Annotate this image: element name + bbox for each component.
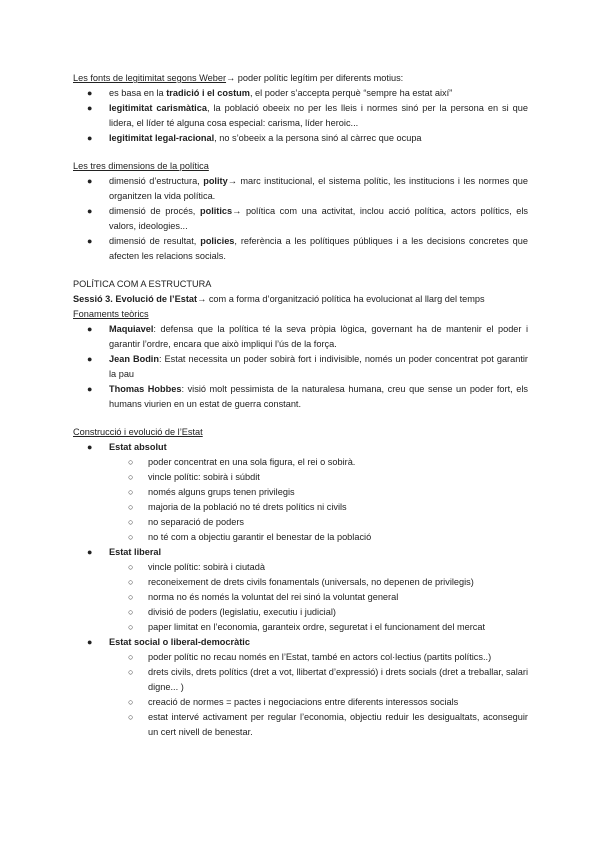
bullet-icon: ● [87,236,93,246]
circle-bullet-icon: ○ [128,712,134,722]
section-title: POLÍTICA COM A ESTRUCTURA [73,279,212,289]
item-text: dimensió de procés, [109,206,200,216]
sub-item [73,710,528,740]
circle-bullet-icon: ○ [128,487,134,497]
sub-item-text: divisió de poders (legislatiu, executiu i judicial) [148,607,336,617]
item-bold: Thomas Hobbes [109,384,182,394]
bullet-icon: ● [87,324,93,334]
list-item [73,322,528,352]
item-bold: Maquiavel [109,324,154,334]
bullet-icon: ● [87,547,93,557]
circle-bullet-icon: ○ [128,592,134,602]
list-item [73,204,528,234]
list-item [73,234,528,264]
circle-bullet-icon: ○ [128,472,134,482]
foundations-list [73,322,528,412]
bullet-icon: ● [87,354,93,364]
circle-bullet-icon: ○ [128,607,134,617]
sub-item-text: norma no és només la voluntat del rei sinó la voluntat general [148,592,399,602]
circle-bullet-icon: ○ [128,532,134,542]
sub-item-text: drets civils, drets polítics (dret a vot, llibertat d’expressió) i drets socials (dret a treballar, salari digne... ) [148,667,528,692]
sub-item-text: no separació de poders [148,517,245,527]
bullet-icon: ● [87,133,93,143]
state-type-item [73,545,528,560]
sub-item [73,455,528,470]
document-content [73,71,528,740]
sub-item [73,650,528,665]
item-text: : defensa que la política té la seva pròpia lògica, governant ha de mantenir el poder i garantir l’ordre, encara que això impliqui l’ús de la força. [109,324,528,349]
item-text: , el poder s’accepta perquè “sempre ha estat així” [249,88,453,98]
sub-item-text: poder concentrat en una sola figura, el rei o sobirà. [148,457,356,467]
sub-item [73,500,528,515]
foundations-heading: Fonaments teòrics [73,309,149,319]
sub-item [73,515,528,530]
sub-item-text: estat intervé activament per regular l’economia, objectiu reduir les desigualtats, aconseguir un cert nivell de benestar. [148,712,528,737]
circle-bullet-icon: ○ [128,502,134,512]
state-type-title: Estat liberal [109,547,162,557]
sub-item [73,560,528,575]
sub-item [73,530,528,545]
bullet-icon: ● [87,103,93,113]
circle-bullet-icon: ○ [128,562,134,572]
dimensions-heading: Les tres dimensions de la política [73,161,209,171]
circle-bullet-icon: ○ [128,577,134,587]
list-item [73,131,528,146]
weber-heading-rest: → poder polític legítim per diferents motius: [226,73,404,83]
item-bold: politics [199,206,233,216]
sub-item-text: majoria de la població no té drets polítics ni civils [148,502,347,512]
sub-item-text: creació de normes = pactes i negociacions entre diferents interessos socials [148,697,459,707]
weber-heading: Les fonts de legitimitat segons Weber [73,73,227,83]
bullet-icon: ● [87,384,93,394]
list-item [73,86,528,101]
item-text: → política com una activitat, inclou acció política, actors polítics, els valors, ideologies... [109,206,528,231]
sub-item [73,575,528,590]
state-types-list [73,440,528,740]
circle-bullet-icon: ○ [128,622,134,632]
item-bold: Jean Bodin [109,354,159,364]
item-bold: legitimitat legal-racional [109,133,215,143]
item-bold: policies [200,236,235,246]
sub-item [73,620,528,635]
sub-item-text: només alguns grups tenen privilegis [148,487,295,497]
sub-item [73,605,528,620]
item-text: dimensió d’estructura, [109,176,204,186]
sub-item [73,590,528,605]
state-type-item [73,440,528,455]
weber-list [73,86,528,146]
circle-bullet-icon: ○ [128,667,134,677]
bullet-icon: ● [87,637,93,647]
item-text: → marc institucional, el sistema polític, les institucions i les normes que organitzen la vida política. [109,176,528,201]
circle-bullet-icon: ○ [128,697,134,707]
list-item [73,101,528,131]
circle-bullet-icon: ○ [128,457,134,467]
list-item [73,174,528,204]
state-type-title: Estat absolut [109,442,167,452]
session-line [73,292,528,307]
item-text: : visió molt pessimista de la naturalesa humana, creu que sense un poder fort, els humans viurien en un estat de guerra constant. [109,384,529,409]
item-text: , no s’obeeix a la persona sinó al càrrec que ocupa [214,133,422,143]
list-item [73,382,528,412]
item-text: es basa en la [109,88,167,98]
sub-item [73,695,528,710]
item-text: : Estat necessita un poder sobirà fort i indivisible, només un poder concentrat pot garantir la pau [109,354,528,379]
state-type-item [73,635,528,650]
weber-heading-line [73,71,528,86]
bullet-icon: ● [87,88,93,98]
sub-item [73,470,528,485]
sub-item-text: paper limitat en l’economia, garanteix ordre, seguretat i el funcionament del mercat [148,622,486,632]
item-bold: tradició i el costum [166,88,250,98]
session-rest: → com a forma d’organització política ha evolucionat al llarg del temps [197,294,485,304]
item-bold: legitimitat carismàtica [109,103,207,113]
sub-item-text: no té com a objectiu garantir el benestar de la població [148,532,372,542]
sub-item-text: reconeixement de drets civils fonamentals (universals, no depenen de privilegis) [148,577,474,587]
sub-item-text: poder polític no recau només en l’Estat, també en actors col·lectius (partits polítics..) [148,652,492,662]
item-bold: polity [203,176,228,186]
list-item [73,352,528,382]
bullet-icon: ● [87,176,93,186]
circle-bullet-icon: ○ [128,652,134,662]
dimensions-list [73,174,528,264]
circle-bullet-icon: ○ [128,517,134,527]
sub-item-text: vincle polític: sobirà i súbdit [148,472,260,482]
session-title: Sessió 3. Evolució de l’Estat [73,294,198,304]
sub-item [73,665,528,695]
sub-item [73,485,528,500]
bullet-icon: ● [87,442,93,452]
bullet-icon: ● [87,206,93,216]
state-type-title: Estat social o liberal-democràtic [109,637,250,647]
sub-item-text: vincle polític: sobirà i ciutadà [148,562,265,572]
item-text: , la població obeeix no per les lleis i normes sinó per la persona en si que lidera, el líder té alguna cosa especial: carisma, líder heroic... [109,103,528,128]
item-text: , referència a les polítiques públiques i a les decisions concretes que afecten les relacions socials. [109,236,528,261]
state-evolution-heading: Construcció i evolució de l’Estat [73,427,203,437]
item-text: dimensió de resultat, [109,236,201,246]
